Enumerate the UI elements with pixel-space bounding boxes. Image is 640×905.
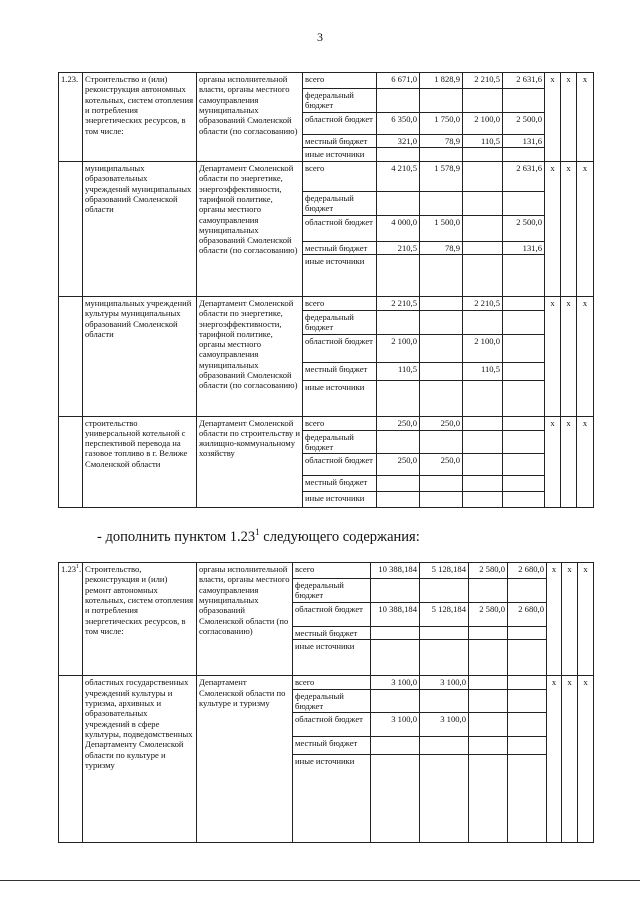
executor: Департамент Смоленской области по культуре и туризму bbox=[197, 676, 293, 843]
funding-source-label: областной бюджет bbox=[303, 334, 377, 362]
executor: органы исполнительной власти, органы местного самоуправления муниципальных образований Смоленской области (по согласованию) bbox=[197, 563, 293, 676]
x-mark-cell: x bbox=[562, 676, 578, 843]
funding-amount bbox=[371, 627, 420, 640]
funding-amount: 110,5 bbox=[463, 134, 503, 147]
funding-source-label: федеральный бюджет bbox=[293, 689, 371, 713]
funding-amount bbox=[508, 579, 547, 603]
funding-amount bbox=[508, 755, 547, 843]
funding-amount bbox=[463, 147, 503, 161]
funding-amount bbox=[469, 713, 508, 737]
funding-amount: 2 580,0 bbox=[469, 603, 508, 627]
funding-amount bbox=[469, 676, 508, 689]
item-number: 1.23. bbox=[59, 73, 83, 162]
funding-amount bbox=[463, 161, 503, 191]
funding-amount: 1 500,0 bbox=[420, 215, 463, 241]
funding-amount bbox=[463, 215, 503, 241]
measure-name: строительство универсальной котельной с перспективой перевода на газовое топливо в г. Велиже Смоленской области bbox=[83, 416, 197, 508]
source-row bbox=[59, 563, 594, 579]
funding-source-label: областной бюджет bbox=[293, 713, 371, 737]
x-mark-cell: x bbox=[545, 296, 561, 416]
funding-source-label: иные источники bbox=[293, 755, 371, 843]
footer-rule bbox=[0, 880, 640, 881]
funding-source-label: областной бюджет bbox=[293, 603, 371, 627]
funding-amount: 110,5 bbox=[463, 362, 503, 380]
funding-source-label: федеральный бюджет bbox=[293, 579, 371, 603]
x-mark-cell: x bbox=[547, 563, 562, 676]
funding-amount: 1 750,0 bbox=[420, 112, 463, 134]
source-row bbox=[59, 73, 594, 89]
funding-amount bbox=[508, 737, 547, 755]
funding-amount bbox=[469, 737, 508, 755]
funding-amount bbox=[420, 310, 463, 334]
funding-amount bbox=[508, 627, 547, 640]
funding-amount: 10 388,184 bbox=[371, 563, 420, 579]
funding-amount bbox=[420, 254, 463, 296]
funding-amount bbox=[371, 579, 420, 603]
funding-source-label: иные источники bbox=[293, 640, 371, 676]
amendment-instruction: - дополнить пунктом 1.23$^1$ следующего содержания: bbox=[97, 527, 420, 545]
funding-amount bbox=[463, 310, 503, 334]
funding-amount bbox=[420, 492, 463, 508]
funding-amount bbox=[420, 334, 463, 362]
funding-amount: 2 210,5 bbox=[377, 296, 420, 310]
funding-amount bbox=[463, 254, 503, 296]
funding-amount: 1 828,9 bbox=[420, 73, 463, 89]
funding-amount bbox=[420, 380, 463, 416]
x-mark-cell: x bbox=[577, 296, 594, 416]
funding-amount: 2 100,0 bbox=[463, 334, 503, 362]
funding-amount bbox=[420, 627, 469, 640]
x-mark-cell: x bbox=[545, 161, 561, 296]
funding-source-label: областной бюджет bbox=[303, 454, 377, 476]
item-number bbox=[59, 296, 83, 416]
funding-amount bbox=[463, 380, 503, 416]
funding-amount: 2 580,0 bbox=[469, 563, 508, 579]
funding-source-label: областной бюджет bbox=[303, 215, 377, 241]
funding-amount: 2 100,0 bbox=[377, 334, 420, 362]
source-row bbox=[59, 296, 594, 310]
funding-amount bbox=[503, 310, 545, 334]
funding-amount bbox=[371, 737, 420, 755]
funding-source-label: федеральный бюджет bbox=[303, 430, 377, 454]
funding-amount: 250,0 bbox=[377, 454, 420, 476]
funding-amount: 2 210,5 bbox=[463, 296, 503, 310]
x-mark-cell: x bbox=[561, 73, 577, 162]
x-mark-cell: x bbox=[561, 161, 577, 296]
funding-amount: 3 100,0 bbox=[420, 676, 469, 689]
funding-amount: 131,6 bbox=[503, 134, 545, 147]
funding-amount bbox=[503, 334, 545, 362]
funding-source-label: всего bbox=[303, 73, 377, 89]
funding-amount bbox=[420, 296, 463, 310]
funding-source-label: местный бюджет bbox=[293, 737, 371, 755]
funding-amount: 78,9 bbox=[420, 134, 463, 147]
funding-amount bbox=[503, 147, 545, 161]
funding-amount: 1 578,9 bbox=[420, 161, 463, 191]
funding-amount: 10 388,184 bbox=[371, 603, 420, 627]
funding-amount bbox=[420, 147, 463, 161]
funding-amount bbox=[420, 362, 463, 380]
funding-source-label: иные источники bbox=[303, 492, 377, 508]
funding-amount: 321,0 bbox=[377, 134, 420, 147]
executor: органы исполнительной власти, органы местного самоуправления муниципальных образований Смоленской области (по согласованию) bbox=[197, 73, 303, 162]
funding-amount: 3 100,0 bbox=[371, 676, 420, 689]
funding-amount bbox=[503, 492, 545, 508]
item-number: 1.23$^1$. bbox=[59, 563, 83, 676]
funding-amount bbox=[503, 191, 545, 215]
funding-amount: 210,5 bbox=[377, 241, 420, 254]
executor: Департамент Смоленской области по строительству и жилищно-коммунальному хозяйству bbox=[197, 416, 303, 508]
measure-name: Строительство, реконструкция и (или) ремонт автономных котельных, систем отопления и потребления энергетических ресурсов, в том числе: bbox=[83, 563, 197, 676]
funding-amount bbox=[469, 689, 508, 713]
funding-amount: 78,9 bbox=[420, 241, 463, 254]
funding-amount bbox=[503, 296, 545, 310]
x-mark-cell: x bbox=[562, 563, 578, 676]
executor: Департамент Смоленской области по энергетике, энергоэффективности, тарифной политике, органы местного самоуправления муниципальных образований Смоленской области (по согласованию) bbox=[197, 161, 303, 296]
item-number bbox=[59, 161, 83, 296]
funding-amount bbox=[463, 454, 503, 476]
funding-source-label: областной бюджет bbox=[303, 112, 377, 134]
x-mark-cell: x bbox=[545, 416, 561, 508]
funding-amount: 6 671,0 bbox=[377, 73, 420, 89]
funding-amount bbox=[503, 476, 545, 492]
funding-source-label: всего bbox=[303, 161, 377, 191]
funding-source-label: федеральный бюджет bbox=[303, 89, 377, 113]
funding-amount bbox=[420, 737, 469, 755]
funding-amount bbox=[503, 430, 545, 454]
funding-amount bbox=[469, 640, 508, 676]
funding-amount bbox=[463, 476, 503, 492]
funding-amount: 3 100,0 bbox=[371, 713, 420, 737]
x-mark-cell: x bbox=[547, 676, 562, 843]
funding-source-label: федеральный бюджет bbox=[303, 310, 377, 334]
funding-amount bbox=[377, 380, 420, 416]
funding-amount: 5 128,184 bbox=[420, 563, 469, 579]
funding-amount: 2 680,0 bbox=[508, 563, 547, 579]
measure-name: муниципальных образовательных учреждений муниципальных образований Смоленской области bbox=[83, 161, 197, 296]
measure-name: областных государственных учреждений культуры и туризма, архивных и образовательных учреждений в сфере культуры, подведомственных Департаменту Смоленской области по культуре и туризму bbox=[83, 676, 197, 843]
x-mark-cell: x bbox=[545, 73, 561, 162]
funding-amount bbox=[377, 191, 420, 215]
funding-amount: 250,0 bbox=[420, 416, 463, 430]
funding-amount bbox=[463, 430, 503, 454]
funding-amount bbox=[420, 640, 469, 676]
funding-amount bbox=[371, 689, 420, 713]
funding-amount: 131,6 bbox=[503, 241, 545, 254]
funding-amount: 2 210,5 bbox=[463, 73, 503, 89]
funding-amount: 5 128,184 bbox=[420, 603, 469, 627]
funding-amount bbox=[463, 492, 503, 508]
funding-source-label: всего bbox=[293, 563, 371, 579]
funding-amount bbox=[469, 755, 508, 843]
executor: Департамент Смоленской области по энергетике, энергоэффективности, тарифной политике, органы местного самоуправления муниципальных образований Смоленской области (по согласованию) bbox=[197, 296, 303, 416]
funding-amount bbox=[503, 89, 545, 113]
funding-amount bbox=[371, 755, 420, 843]
measure-name: муниципальных учреждений культуры муниципальных образований Смоленской области bbox=[83, 296, 197, 416]
funding-amount: 250,0 bbox=[377, 416, 420, 430]
funding-source-label: всего bbox=[293, 676, 371, 689]
funding-source-label: местный бюджет bbox=[303, 241, 377, 254]
funding-amount: 2 680,0 bbox=[508, 603, 547, 627]
funding-amount bbox=[503, 362, 545, 380]
page-number: 3 bbox=[317, 30, 323, 44]
funding-source-label: федеральный бюджет bbox=[303, 191, 377, 215]
funding-amount bbox=[503, 416, 545, 430]
funding-amount: 2 500,0 bbox=[503, 112, 545, 134]
funding-amount bbox=[420, 191, 463, 215]
source-row bbox=[59, 161, 594, 191]
funding-source-label: местный бюджет bbox=[303, 362, 377, 380]
funding-amount bbox=[508, 713, 547, 737]
funding-amount bbox=[420, 689, 469, 713]
x-mark-cell: x bbox=[577, 73, 594, 162]
funding-source-label: всего bbox=[303, 416, 377, 430]
funding-amount bbox=[420, 579, 469, 603]
program-table-2 bbox=[58, 562, 594, 843]
funding-amount: 2 100,0 bbox=[463, 112, 503, 134]
x-mark-cell: x bbox=[578, 563, 594, 676]
funding-amount bbox=[377, 89, 420, 113]
measure-name: Строительство и (или) реконструкция автономных котельных, систем отопления и потребления энергетических ресурсов, в том числе: bbox=[83, 73, 197, 162]
funding-source-label: иные источники bbox=[303, 254, 377, 296]
funding-amount: 2 631,6 bbox=[503, 161, 545, 191]
funding-amount bbox=[463, 416, 503, 430]
funding-amount bbox=[463, 191, 503, 215]
funding-amount bbox=[508, 640, 547, 676]
funding-source-label: всего bbox=[303, 296, 377, 310]
funding-amount: 4 210,5 bbox=[377, 161, 420, 191]
funding-amount bbox=[371, 640, 420, 676]
funding-source-label: местный бюджет bbox=[303, 134, 377, 147]
x-mark-cell: x bbox=[561, 416, 577, 508]
funding-amount: 4 000,0 bbox=[377, 215, 420, 241]
program-table-1 bbox=[58, 72, 594, 508]
funding-amount: 6 350,0 bbox=[377, 112, 420, 134]
funding-source-label: местный бюджет bbox=[293, 627, 371, 640]
funding-amount bbox=[377, 147, 420, 161]
funding-amount bbox=[503, 454, 545, 476]
x-mark-cell: x bbox=[578, 676, 594, 843]
funding-amount bbox=[503, 380, 545, 416]
funding-amount bbox=[420, 430, 463, 454]
funding-amount bbox=[503, 254, 545, 296]
x-mark-cell: x bbox=[577, 416, 594, 508]
funding-amount bbox=[469, 579, 508, 603]
funding-amount bbox=[463, 89, 503, 113]
funding-amount bbox=[420, 89, 463, 113]
funding-amount bbox=[420, 755, 469, 843]
funding-amount: 2 500,0 bbox=[503, 215, 545, 241]
funding-amount bbox=[420, 476, 463, 492]
funding-amount bbox=[377, 254, 420, 296]
funding-amount bbox=[377, 492, 420, 508]
funding-amount bbox=[463, 241, 503, 254]
funding-amount bbox=[508, 676, 547, 689]
source-row bbox=[59, 416, 594, 430]
funding-amount bbox=[469, 627, 508, 640]
funding-source-label: иные источники bbox=[303, 147, 377, 161]
funding-source-label: иные источники bbox=[303, 380, 377, 416]
item-number bbox=[59, 676, 83, 843]
funding-amount bbox=[377, 476, 420, 492]
source-row bbox=[59, 676, 594, 689]
funding-amount bbox=[508, 689, 547, 713]
funding-amount bbox=[377, 430, 420, 454]
item-number bbox=[59, 416, 83, 508]
x-mark-cell: x bbox=[561, 296, 577, 416]
funding-amount: 110,5 bbox=[377, 362, 420, 380]
funding-amount: 3 100,0 bbox=[420, 713, 469, 737]
funding-amount: 250,0 bbox=[420, 454, 463, 476]
funding-amount bbox=[377, 310, 420, 334]
funding-amount: 2 631,6 bbox=[503, 73, 545, 89]
x-mark-cell: x bbox=[577, 161, 594, 296]
funding-source-label: местный бюджет bbox=[303, 476, 377, 492]
